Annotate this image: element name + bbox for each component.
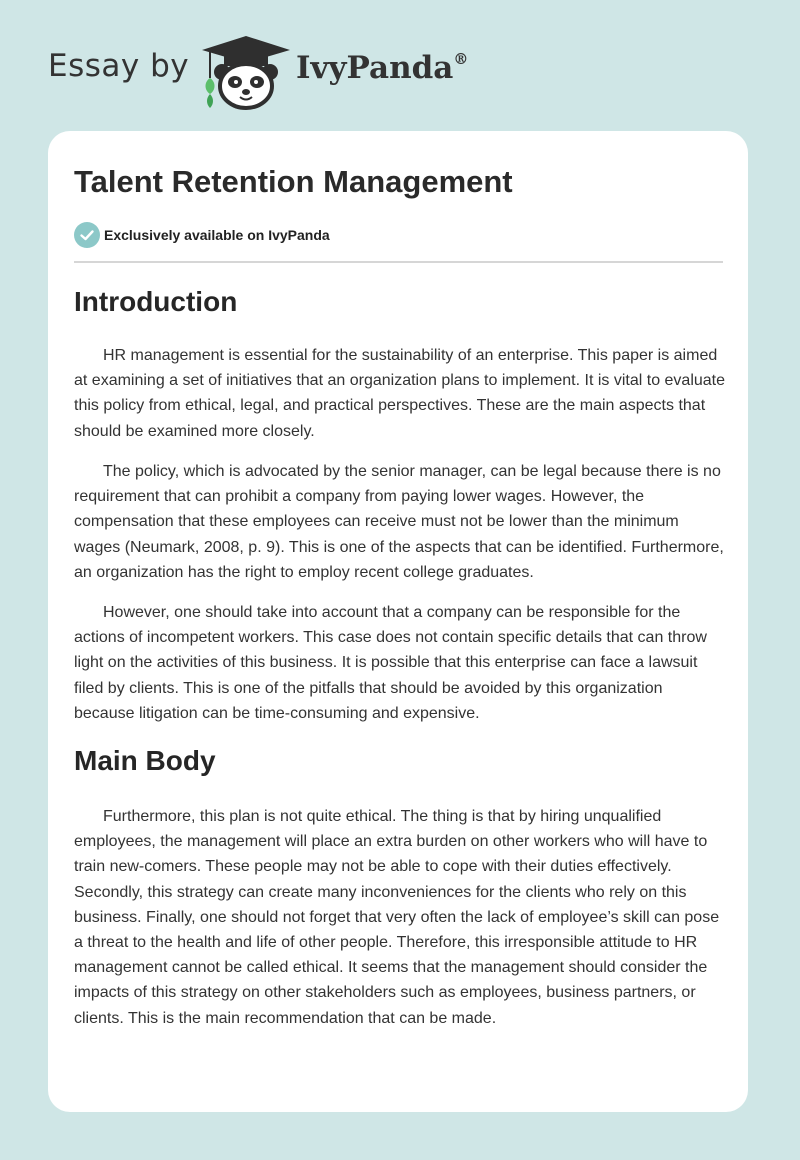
paragraph: Furthermore, this plan is not quite ethical. The thing is that by hiring unqualified employees, the management will place an extra burden on other workers who will have to train new-comers. These people may not be able to cope with their duties effectively. Secondly, this strategy can create many inconveniences for the clients who rely on this business. Finally, one should not forget that very often the lack of employee’s skill can pose a threat to the health and life of other people. Therefore, this irresponsible attitude to HR management cannot be called ethical. It seems that the management should consider the impacts of this strategy on other stakeholders such as employees, business partners, or clients. This is the main recommendation that can be made. xyxy=(74,808,720,1027)
check-circle-icon xyxy=(74,222,100,248)
divider xyxy=(74,261,723,263)
section-heading-main-body: Main Body xyxy=(74,745,216,776)
brand-prefix: Essay by xyxy=(48,48,190,84)
badge-text: Exclusively available on IvyPanda xyxy=(104,227,330,243)
paragraph: HR management is essential for the sustainability of an enterprise. This paper is aimed at examining a set of initiatives that an organization plans to implement. It is vital to evaluate this policy from ethical, legal, and practical perspectives. These are the main aspects that should be examined more closely. xyxy=(74,347,726,440)
brand-name[interactable]: IvyPanda® xyxy=(296,50,469,86)
paragraph: However, one should take into account that a company can be responsible for the actions of incompetent workers. This case does not contain specific details that can throw light on the activities of this business. It is possible that this enterprise can face a lawsuit filed by clients. This is one of the pitfalls that should be avoided by this organization because litigation can be time-consuming and expensive. xyxy=(74,604,707,722)
essay-card xyxy=(48,131,748,1112)
exclusive-badge xyxy=(74,222,330,248)
paragraph: The policy, which is advocated by the senior manager, can be legal because there is no requirement that can prohibit a company from paying lower wages. However, the compensation that these employees can receive must not be lower than the minimum wages (Neumark, 2008, p. 9). This is one of the aspects that can be identified. Furthermore, an organization has the right to employ recent college graduates. xyxy=(74,463,724,581)
registered-mark: ® xyxy=(453,50,469,68)
site-header xyxy=(0,0,800,130)
panda-logo-icon[interactable] xyxy=(200,36,292,110)
page-title: Talent Retention Management xyxy=(74,164,513,199)
section-heading-introduction: Introduction xyxy=(74,286,238,317)
